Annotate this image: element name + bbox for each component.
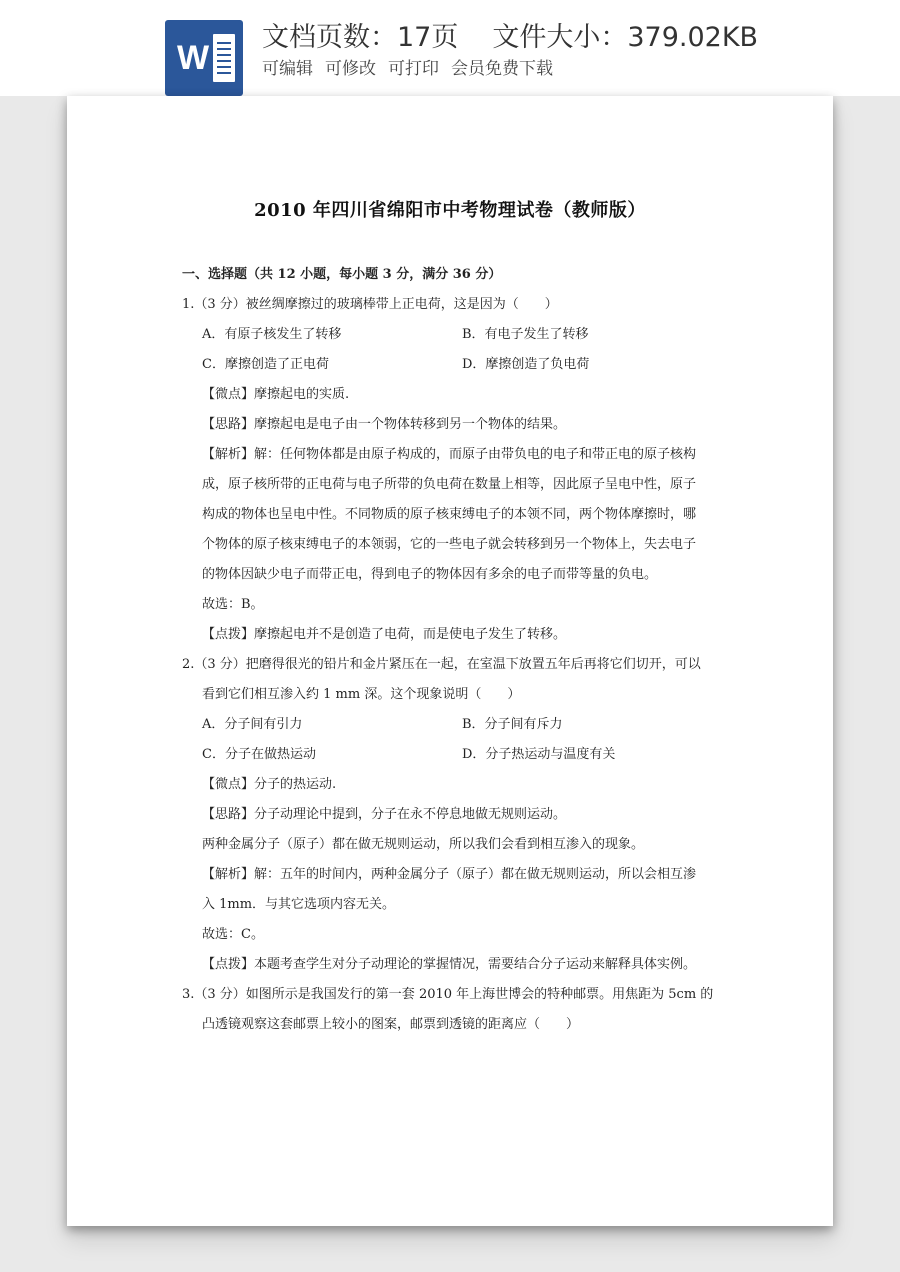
q1-dianbo: 【点拨】摩擦起电并不是创造了电荷，而是使电子发生了转移。	[202, 627, 567, 642]
page-count: 文档页数：17页	[262, 22, 459, 53]
q2-silu-line-2: 两种金属分子（原子）都在做无规则运动，所以我们会看到相互渗入的现象。	[202, 837, 645, 852]
q1-jiexi-line-4: 个物体的原子核束缚电子的本领弱，它的一些电子就会转移到另一个物体上，失去电子	[202, 537, 697, 552]
q1-option-b: B．有电子发生了转移	[462, 327, 589, 342]
q1-answer: 故选：B。	[202, 597, 264, 612]
word-doc-icon	[165, 20, 243, 96]
q2-stem-line-2: 看到它们相互渗入约 1 mm 深。这个现象说明（ ）	[202, 687, 521, 702]
feature-editable: 可编辑	[262, 59, 313, 79]
feature-free-download: 会员免费下载	[451, 59, 553, 79]
q1-jiexi-line-1: 【解析】解：任何物体都是由原子构成的，而原子由带负电的电子和带正电的原子核构	[202, 447, 697, 462]
q1-option-c: C．摩擦创造了正电荷	[202, 357, 329, 372]
q2-stem-line-1: 2.（3 分）把磨得很光的铅片和金片紧压在一起，在室温下放置五年后再将它们切开，可以	[182, 657, 701, 672]
q2-options-row-2	[182, 740, 722, 770]
q2-jiexi-line-2: 入 1mm．与其它选项内容无关。	[202, 897, 396, 912]
q2-options-row-1	[182, 710, 722, 740]
q1-weidian: 【微点】摩擦起电的实质.	[202, 387, 350, 402]
word-icon-sheet	[213, 34, 235, 82]
q2-option-d: D．分子热运动与温度有关	[462, 747, 616, 762]
q3-stem-line-1: 3.（3 分）如图所示是我国发行的第一套 2010 年上海世博会的特种邮票。用焦距为 5cm 的	[182, 987, 714, 1002]
q2-dianbo: 【点拨】本题考查学生对分子动理论的掌握情况，需要结合分子运动来解释具体实例。	[202, 957, 697, 972]
q1-jiexi-line-2: 成，原子核所带的正电荷与电子所带的负电荷在数量上相等，因此原子呈电中性，原子	[202, 477, 697, 492]
q2-answer: 故选：C。	[202, 927, 264, 942]
q3-stem-line-2: 凸透镜观察这套邮票上较小的图案，邮票到透镜的距离应（ ）	[202, 1017, 580, 1032]
q1-option-d: D．摩擦创造了负电荷	[462, 357, 590, 372]
doc-meta-line	[262, 18, 758, 58]
document-body	[182, 260, 722, 1040]
q2-silu-line-1: 【思路】分子动理论中提到，分子在永不停息地做无规则运动。	[202, 807, 567, 822]
q1-stem: 1.（3 分）被丝绸摩擦过的玻璃棒带上正电荷，这是因为（ ）	[182, 297, 558, 312]
q1-jiexi-line-3: 构成的物体也呈电中性。不同物质的原子核束缚电子的本领不同，两个物体摩擦时，哪	[202, 507, 697, 522]
section-heading: 一、选择题（共 12 小题，每小题 3 分，满分 36 分）	[182, 267, 502, 282]
file-size: 文件大小：379.02KB	[492, 22, 759, 53]
q1-option-a: A．有原子核发生了转移	[202, 327, 342, 342]
q1-options-row-1	[182, 320, 722, 350]
q2-option-a: A．分子间有引力	[202, 717, 303, 732]
word-icon-letter: W	[176, 39, 210, 77]
feature-printable: 可打印	[388, 59, 439, 79]
q1-jiexi-line-5: 的物体因缺少电子而带正电，得到电子的物体因有多余的电子而带等量的负电。	[202, 567, 658, 582]
document-title: 2010 年四川省绵阳市中考物理试卷（教师版）	[254, 200, 646, 221]
q2-jiexi-line-1: 【解析】解：五年的时间内，两种金属分子（原子）都在做无规则运动，所以会相互渗	[202, 867, 697, 882]
q2-option-b: B．分子间有斥力	[462, 717, 563, 732]
feature-modifiable: 可修改	[325, 59, 376, 79]
feature-list	[262, 56, 553, 82]
document-page	[67, 96, 833, 1226]
q2-option-c: C．分子在做热运动	[202, 747, 316, 762]
q2-weidian: 【微点】分子的热运动.	[202, 777, 337, 792]
q1-options-row-2	[182, 350, 722, 380]
q1-silu: 【思路】摩擦起电是电子由一个物体转移到另一个物体的结果。	[202, 417, 567, 432]
download-banner	[0, 0, 900, 96]
